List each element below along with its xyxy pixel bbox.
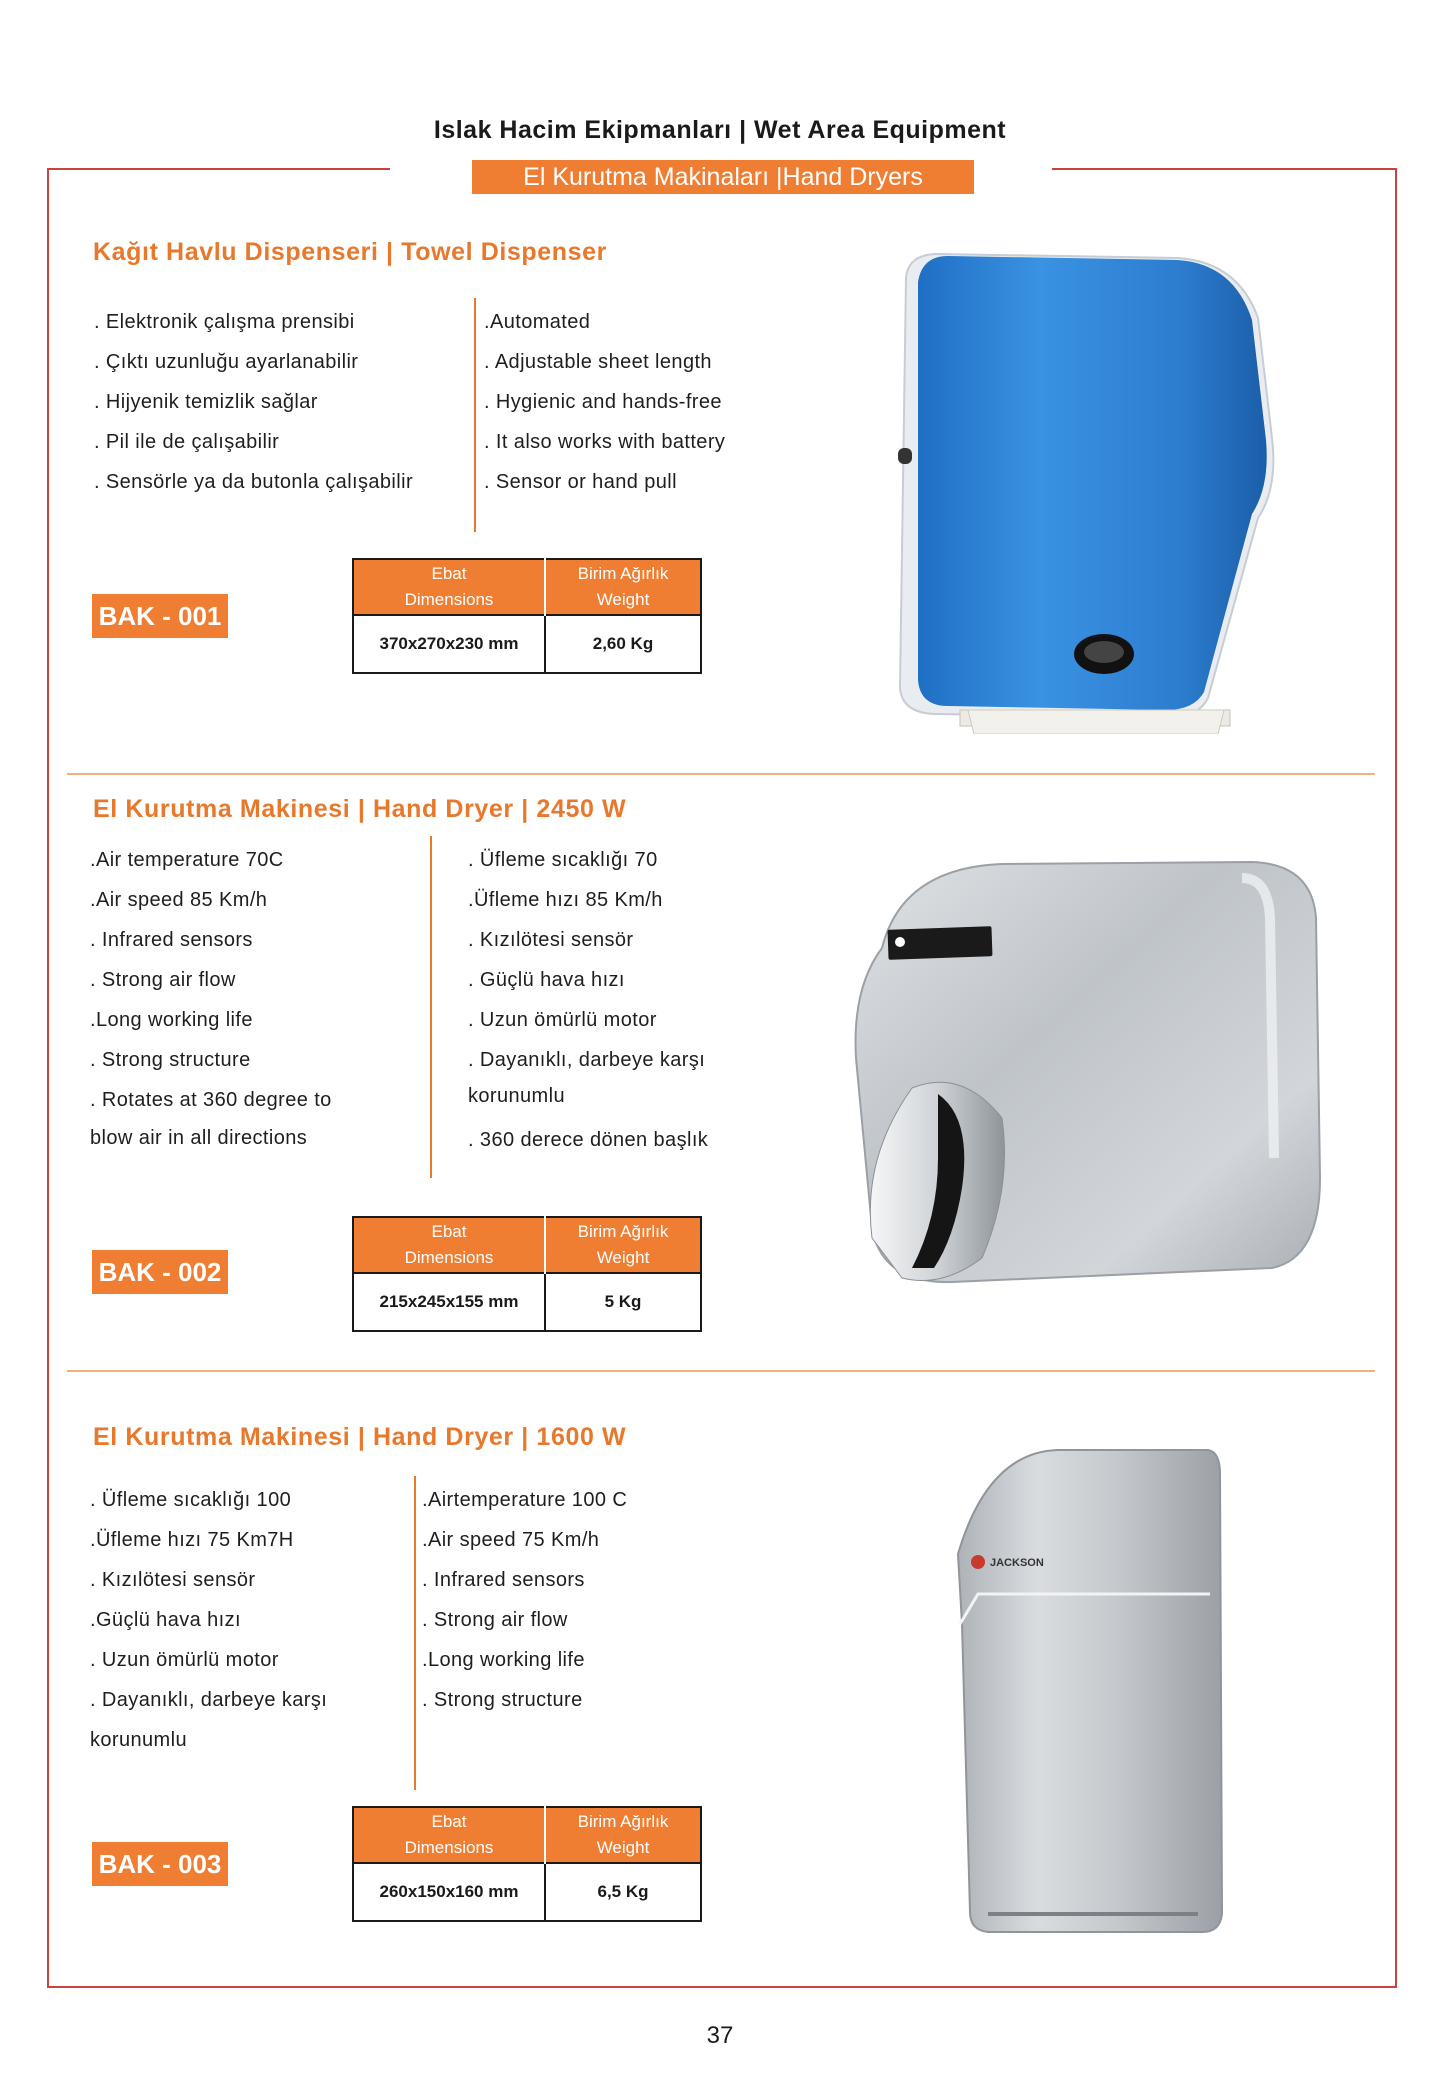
feature-item: blow air in all directions	[90, 1127, 308, 1149]
feature-item: . Strong air flow	[422, 1609, 568, 1631]
lock-icon	[898, 448, 912, 464]
product-2-features-tr	[468, 840, 708, 1160]
feature-item: .Üfleme hızı 85 Km/h	[468, 889, 663, 911]
product-code-badge: BAK - 003	[92, 1842, 228, 1886]
feature-item: . Kızılötesi sensör	[468, 929, 634, 951]
feature-item: . Kızılötesi sensör	[90, 1569, 256, 1591]
product-1-features-en	[484, 302, 725, 502]
product-3-title: El Kurutma Makinesi | Hand Dryer | 1600 W	[93, 1423, 627, 1451]
product-1-features-tr	[94, 302, 413, 502]
towel-dispenser-image	[878, 248, 1280, 734]
feature-item: .Air temperature 70C	[90, 849, 284, 871]
feature-item: . Hygienic and hands-free	[484, 391, 722, 413]
feature-item: . Pil ile de çalışabilir	[94, 431, 280, 453]
product-code-badge: BAK - 002	[92, 1250, 228, 1294]
feature-item: . Adjustable sheet length	[484, 351, 712, 373]
dimensions-header: Ebat Dimensions	[353, 559, 545, 615]
product-1-spec-table	[352, 558, 702, 674]
feature-item: .Güçlü hava hızı	[90, 1609, 241, 1631]
feature-item: . Uzun ömürlü motor	[90, 1649, 279, 1671]
weight-header: Birim Ağırlık Weight	[545, 1217, 701, 1273]
feature-item: . Sensörle ya da butonla çalışabilir	[94, 471, 414, 493]
feature-item: . Üfleme sıcaklığı 70	[468, 849, 658, 871]
section-separator	[67, 773, 1375, 775]
feature-item: . Strong structure	[422, 1689, 583, 1711]
feature-item: . Üfleme sıcaklığı 100	[90, 1489, 292, 1511]
weight-value: 6,5 Kg	[545, 1863, 701, 1921]
hand-dryer-1600w-image	[948, 1444, 1228, 1938]
product-3-features-en	[422, 1480, 627, 1720]
dimensions-header: Ebat Dimensions	[353, 1807, 545, 1863]
feature-item: . Hijyenik temizlik sağlar	[94, 391, 318, 413]
dimensions-header: Ebat Dimensions	[353, 1217, 545, 1273]
feature-item: .Airtemperature 100 C	[422, 1489, 628, 1511]
feature-item: .Air speed 85 Km/h	[90, 889, 268, 911]
section-separator	[67, 1370, 1375, 1372]
feature-item: .Long working life	[90, 1009, 253, 1031]
feature-item: . Uzun ömürlü motor	[468, 1009, 657, 1031]
product-2-spec-table	[352, 1216, 702, 1332]
feature-item: . It also works with battery	[484, 431, 726, 453]
weight-value: 5 Kg	[545, 1273, 701, 1331]
product-code-badge: BAK - 001	[92, 594, 228, 638]
dimensions-value: 370x270x230 mm	[353, 615, 545, 673]
feature-item: . Güçlü hava hızı	[468, 969, 625, 991]
feature-item: .Long working life	[422, 1649, 585, 1671]
feature-item: . Dayanıklı, darbeye karşı	[468, 1049, 706, 1071]
hand-dryer-2450w-image	[842, 858, 1324, 1292]
brand-logo-icon	[971, 1555, 985, 1569]
product-3-spec-table	[352, 1806, 702, 1922]
dimensions-value: 260x150x160 mm	[353, 1863, 545, 1921]
feature-item: korunumlu	[468, 1085, 565, 1107]
feature-item: .Üfleme hızı 75 Km7H	[90, 1529, 294, 1551]
product-1-title: Kağıt Havlu Dispenseri | Towel Dispenser	[93, 238, 608, 266]
feature-item: . Dayanıklı, darbeye karşı	[90, 1689, 328, 1711]
feature-item: . Çıktı uzunluğu ayarlanabilir	[94, 351, 359, 373]
feature-item: .Air speed 75 Km/h	[422, 1529, 600, 1551]
feature-item: korunumlu	[90, 1729, 187, 1751]
feature-item: . Infrared sensors	[422, 1569, 585, 1591]
product-3-features-tr	[90, 1480, 327, 1760]
weight-header: Birim Ağırlık Weight	[545, 1807, 701, 1863]
product-1-divider	[474, 298, 476, 532]
feature-item: . Sensor or hand pull	[484, 471, 677, 493]
feature-item: . Rotates at 360 degree to	[90, 1089, 332, 1111]
product-3-divider	[414, 1476, 416, 1790]
dimensions-value: 215x245x155 mm	[353, 1273, 545, 1331]
feature-item: . Strong structure	[90, 1049, 251, 1071]
weight-value: 2,60 Kg	[545, 615, 701, 673]
feature-item: . Infrared sensors	[90, 929, 253, 951]
feature-item: . 360 derece dönen başlık	[468, 1129, 709, 1151]
brand-logo-text: JACKSON	[990, 1557, 1044, 1569]
feature-item: . Strong air flow	[90, 969, 236, 991]
product-2-divider	[430, 836, 432, 1178]
page-number: 37	[706, 2022, 734, 2049]
page-title: Islak Hacim Ekipmanları | Wet Area Equipment	[433, 116, 1007, 144]
feature-item: .Automated	[484, 311, 591, 333]
product-2-title: El Kurutma Makinesi | Hand Dryer | 2450 W	[93, 795, 627, 823]
weight-header: Birim Ağırlık Weight	[545, 559, 701, 615]
category-banner: El Kurutma Makinaları |Hand Dryers	[472, 160, 974, 194]
product-2-features-en	[90, 840, 332, 1156]
feature-item: . Elektronik çalışma prensibi	[94, 311, 355, 333]
